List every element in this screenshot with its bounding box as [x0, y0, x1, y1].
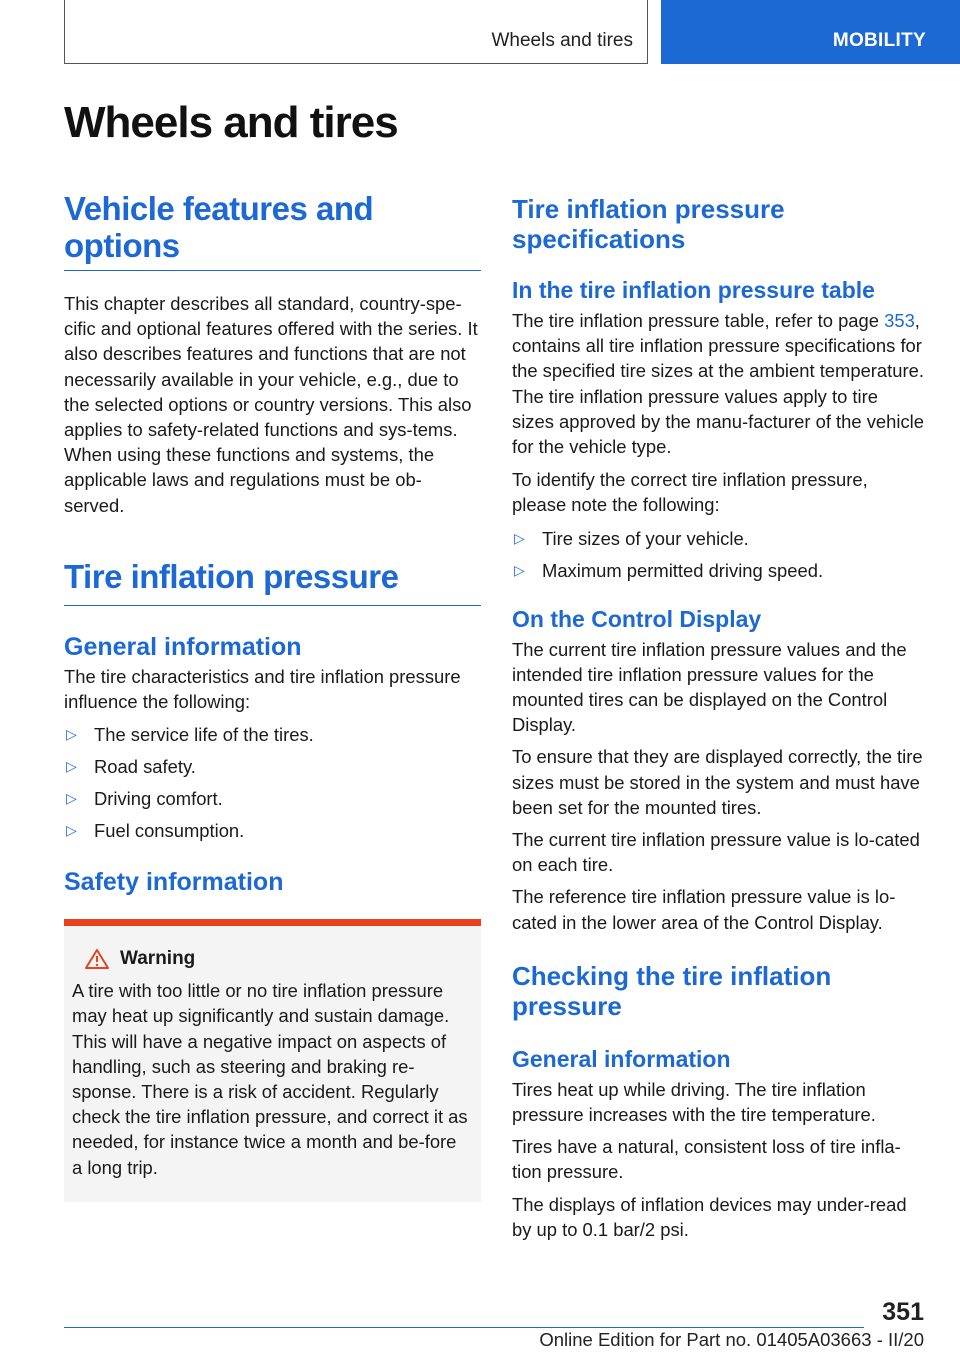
warning-box	[64, 919, 481, 1202]
header-section-title: Wheels and tires	[491, 30, 633, 51]
table-heading: In the tire inflation pressure table	[512, 277, 875, 303]
checking-p3: The displays of inflation devices may under-read by up to 0.1 bar/2 psi.	[512, 1193, 907, 1240]
features-text: This chapter describes all standard, country-spe-cific and optional features offered with the series. It also describes features and functions that are not necessarily available in your vehicle, e.g., due to the selected options or country versions. This also applies to safety-related functions and sys-tems. When using these functions and systems, the applicable laws and regulations must be ob-served.	[64, 293, 478, 516]
tire-pressure-heading: Tire inflation pressure	[64, 558, 481, 606]
list-item: ▷ Fuel consumption.	[66, 820, 245, 842]
list-item: ▷ Maximum permitted driving speed.	[514, 559, 824, 581]
safety-info-heading: Safety information	[64, 868, 284, 897]
checking-heading: Checking the tire inflation pressure	[512, 960, 832, 1021]
warning-header	[72, 948, 471, 970]
identify-list	[512, 526, 924, 583]
checking-p2: Tires have a natural, consistent loss of tire infla-tion pressure.	[512, 1136, 901, 1183]
header-section-box	[64, 0, 648, 64]
list-item: ▷ Road safety.	[66, 756, 196, 778]
triangle-bullet-icon: ▷	[514, 529, 525, 546]
list-item: ▷ The service life of the tires.	[66, 724, 314, 746]
left-column	[64, 190, 481, 1202]
features-heading: Vehicle features and options	[64, 190, 481, 271]
checking-general-heading: General information	[512, 1045, 731, 1072]
page-number: 351	[882, 1298, 924, 1326]
right-column	[512, 194, 924, 1242]
header-chapter-label: MOBILITY	[832, 30, 926, 51]
warning-title: Warning	[120, 948, 196, 970]
warning-triangle-icon	[84, 948, 110, 970]
general-info-list	[64, 722, 481, 843]
control-display-p1: The current tire inflation pressure values and the intended tire inflation pressure values for the mounted tires can be displayed on the Control Display.	[512, 638, 907, 736]
list-item: ▷ Tire sizes of your vehicle.	[514, 527, 749, 549]
general-info-text: The tire characteristics and tire inflation pressure influence the following:	[64, 665, 461, 713]
checking-p1: Tires heat up while driving. The tire inflation pressure increases with the tire temperature.	[512, 1078, 876, 1126]
triangle-bullet-icon: ▷	[66, 726, 77, 743]
identify-text: To identify the correct tire inflation pressure, please note the following:	[512, 469, 868, 516]
triangle-bullet-icon: ▷	[66, 790, 77, 807]
footer-edition: Online Edition for Part no. 01405A03663 - II/20	[539, 1329, 924, 1350]
triangle-bullet-icon: ▷	[66, 758, 77, 775]
triangle-bullet-icon: ▷	[66, 822, 77, 839]
general-info-heading: General information	[64, 632, 302, 661]
control-display-p4: The reference tire inflation pressure value is lo-cated in the lower area of the Control Display.	[512, 886, 896, 933]
warning-text: A tire with too little or no tire inflation pressure may heat up significantly and sustain damage. This will have a negative impact on aspects of handling, such as steering and braking re-sponse. There is a risk of accident. Regularly check the tire inflation pressure, and correct it as needed, for instance twice a month and be-fore a long trip.	[72, 980, 468, 1178]
list-item: ▷ Driving comfort.	[66, 788, 223, 810]
control-display-heading: On the Control Display	[512, 605, 762, 632]
header-chapter-tab[interactable]	[661, 0, 960, 64]
triangle-bullet-icon: ▷	[514, 561, 525, 578]
control-display-p2: To ensure that they are displayed correctly, the tire sizes must be stored in the system and must have been set for the mounted tires.	[512, 746, 923, 818]
footer-rule	[64, 1327, 864, 1328]
control-display-p3: The current tire inflation pressure value is lo-cated on each tire.	[512, 829, 920, 876]
page-title: Wheels and tires	[64, 98, 398, 147]
table-text: The tire inflation pressure table, refer to page 353, contains all tire inflation pressure specifications for the specified tire sizes at the ambient temperature. The tire inflation pressure values apply to tire sizes approved by the manu-facturer of the vehicle for the vehicle type.	[512, 310, 924, 458]
spec-heading: Tire inflation pressure specifications	[512, 194, 785, 254]
page-353-link[interactable]: 353	[884, 310, 915, 331]
